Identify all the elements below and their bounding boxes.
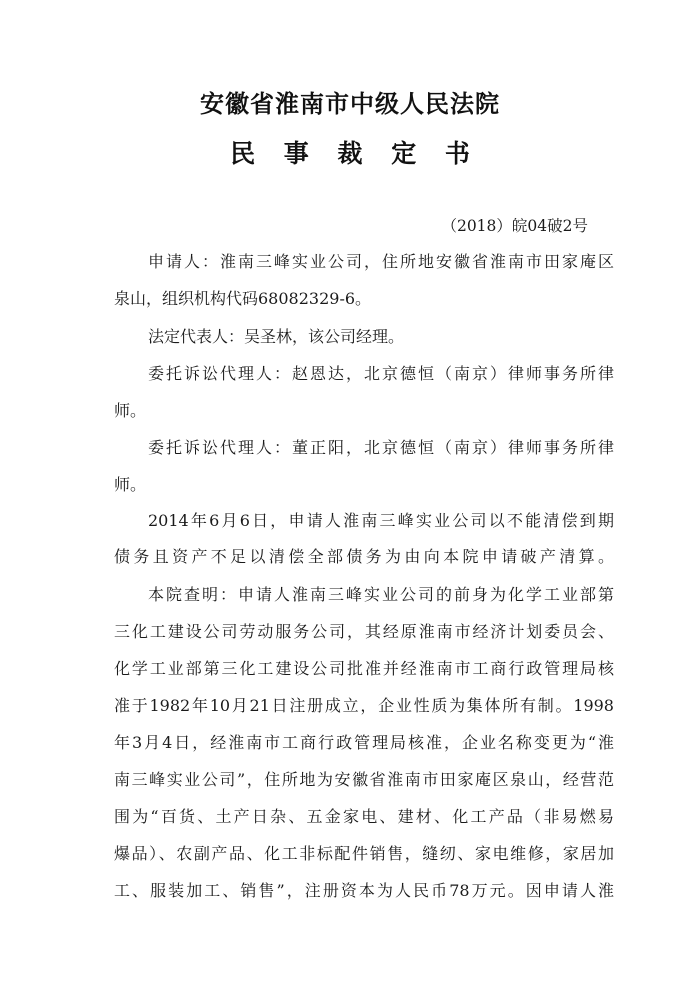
paragraph-line: 工、服装加工、销售”，注册资本为人民币78万元。因申请人淮	[114, 881, 614, 900]
paragraph-line: 化学工业部第三化工建设公司批准并经淮南市工商行政管理局核	[114, 659, 614, 678]
paragraph-line: 围为“百货、土产日杂、五金家电、建材、化工产品（非易燃易	[114, 807, 614, 826]
paragraph-line: 南三峰实业公司”，住所地为安徽省淮南市田家庵区泉山，经营范	[114, 770, 614, 789]
paragraph-line: 债务且资产不足以清偿全部债务为由向本院申请破产清算。	[114, 547, 614, 566]
paragraph-line: 师。	[114, 401, 147, 420]
paragraph-line: 年3月4日，经淮南市工商行政管理局核准，企业名称变更为“淮	[114, 733, 614, 752]
paragraph-line: 法定代表人：吴圣林，该公司经理。	[148, 327, 405, 346]
paragraph-line: 委托诉讼代理人：赵恩达，北京德恒（南京）律师事务所律	[148, 364, 614, 383]
paragraph-line: 2014年6月6日，申请人淮南三峰实业公司以不能清偿到期	[148, 511, 614, 530]
paragraph-line: 爆品）、农副产品、化工非标配件销售，缝纫、家电维修，家居加	[114, 844, 614, 863]
paragraph-line: 准于1982年10月21日注册成立，企业性质为集体所有制。1998	[114, 696, 614, 715]
paragraph-line: 三化工建设公司劳动服务公司，其经原淮南市经济计划委员会、	[114, 622, 614, 641]
paragraph-line: 委托诉讼代理人：董正阳，北京德恒（南京）律师事务所律	[148, 438, 614, 457]
document-title: 民 事 裁 定 书	[230, 139, 480, 168]
paragraph-line: 泉山，组织机构代码68082329-6。	[114, 289, 372, 308]
court-name-heading: 安徽省淮南市中级人民法院	[200, 90, 500, 118]
case-number: （2018）皖04破2号	[441, 217, 588, 235]
paragraph-line: 本院查明：申请人淮南三峰实业公司的前身为化学工业部第	[148, 585, 614, 604]
paragraph-line: 申请人：淮南三峰实业公司，住所地安徽省淮南市田家庵区	[148, 252, 614, 271]
paragraph-line: 师。	[114, 475, 147, 494]
